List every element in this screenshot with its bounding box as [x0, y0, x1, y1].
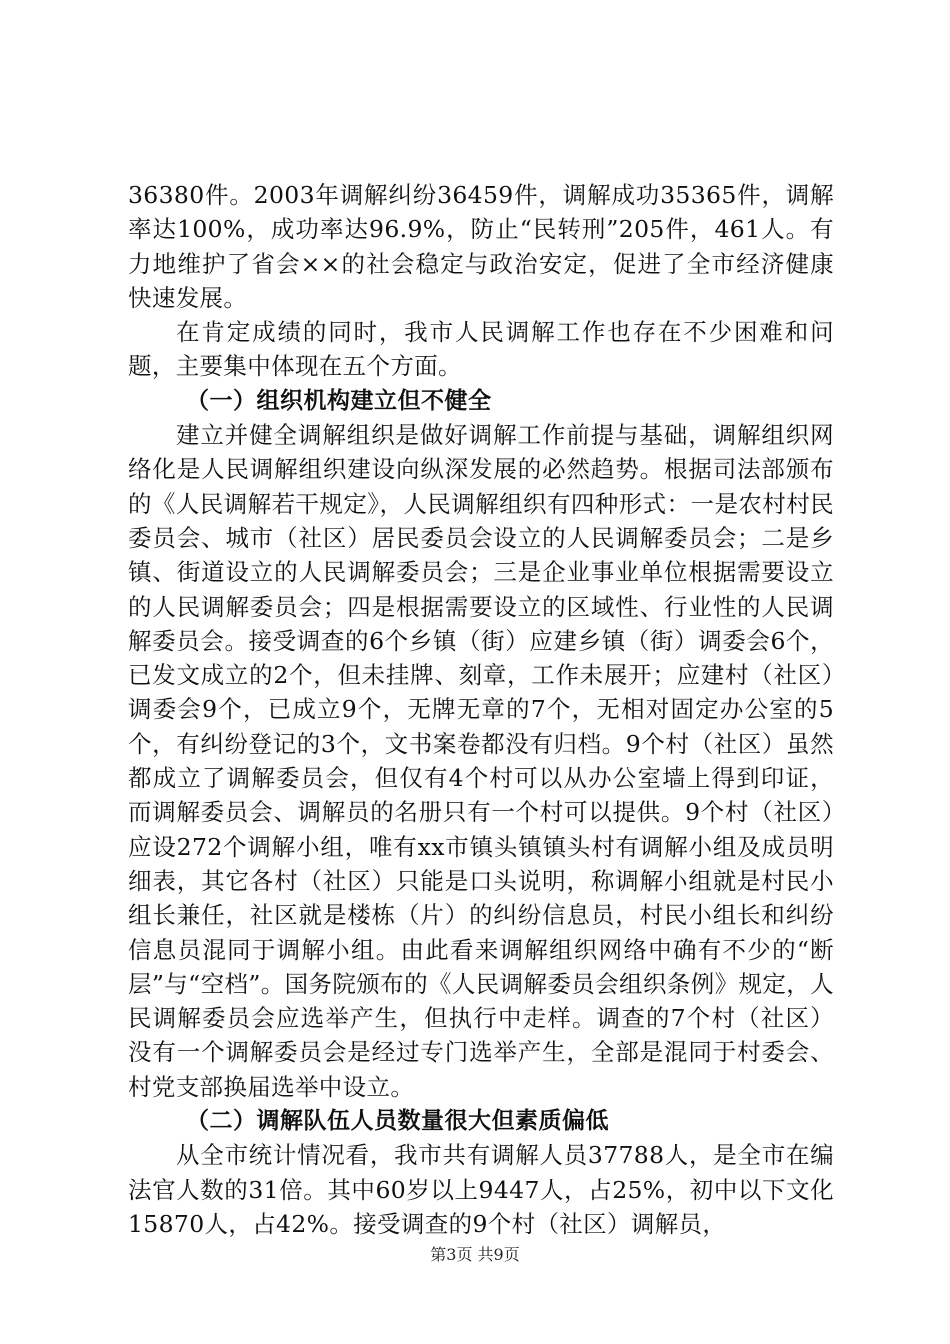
- paragraph-personnel: 从全市统计情况看，我市共有调解人员37788人，是全市在编法官人数的31倍。其中60岁以上9447人，占25%，初中以下文化15870人，占42%。接受调查的9个村（社区）调解员，: [128, 1141, 834, 1238]
- paragraph-organization: 建立并健全调解组织是做好调解工作前提与基础，调解组织网络化是人民调解组织建设向纵深发展的必然趋势。根据司法部颁布的《人民调解若干规定》，人民调解组织有四种形式：一是农村村民委员会、城市（社区）居民委员会设立的人民调解委员会；二是乡镇、街道设立的人民调解委员会；三是企业事业单位根据需要设立的人民调解委员会；四是根据需要设立的区域性、行业性的人民调解委员会。接受调查的6个乡镇（街）应建乡镇（街）调委会6个，已发文成立的2个，但未挂牌、刻章，工作未展开；应建村（社区）调委会9个，已成立9个，无牌无章的7个，无相对固定办公室的5个，有纠纷登记的3个，文书案卷都没有归档。9个村（社区）虽然都成立了调解委员会，但仅有4个村可以从办公室墙上得到印证，而调解委员会、调解员的名册只有一个村可以提供。9个村（社区）应设272个调解小组，唯有xx市镇头镇镇头村有调解小组及成员明细表，其它各村（社区）只能是口头说明，称调解小组就是村民小组长兼任，社区就是楼栋（片）的纠纷信息员，村民小组长和纠纷信息员混同于调解小组。由此看来调解组织网络中确有不少的“断层”与“空档”。国务院颁布的《人民调解委员会组织条例》规定，人民调解委员会应选举产生，但执行中走样。调查的7个村（社区）没有一个调解委员会是经过专门选举产生，全部是混同于村委会、村党支部换届选举中设立。: [128, 421, 834, 1101]
- page-number: 第3页 共9页: [430, 1245, 520, 1264]
- paragraph-statistics: 36380件。2003年调解纠纷36459件，调解成功35365件，调解率达100%，成功率达96.9%，防止“民转刑”205件，461人。有力地维护了省会××的社会稳定与政治安定，促进了全市经济健康快速发展。: [128, 181, 834, 312]
- section-heading-2: （二）调解队伍人员数量很大但素质偏低: [186, 1108, 609, 1135]
- document-body: [128, 178, 834, 1241]
- section-heading-1: （一）组织机构建立但不健全: [186, 387, 492, 414]
- paragraph-problems-intro: 在肯定成绩的同时，我市人民调解工作也存在不少困难和问题，主要集中体现在五个方面。: [128, 318, 834, 381]
